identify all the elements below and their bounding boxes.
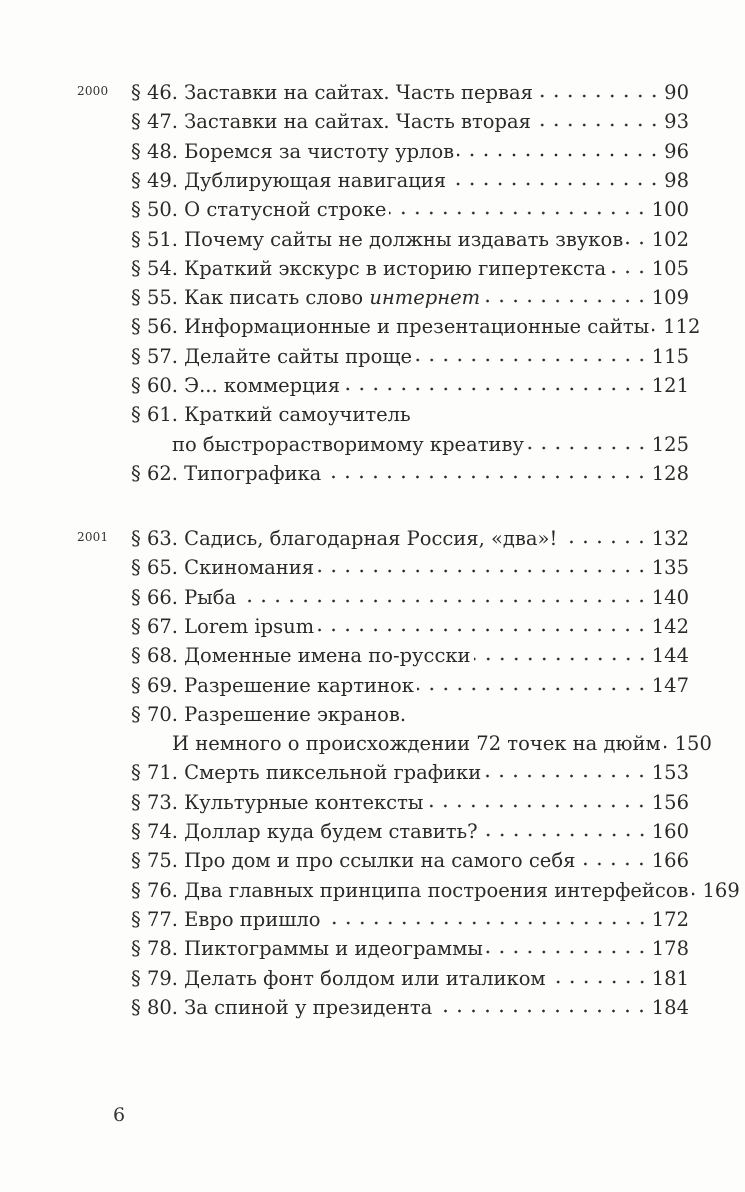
toc-entry-title-text: § 78. Пиктограммы и идеограммы bbox=[131, 937, 483, 961]
toc-entry-title bbox=[131, 312, 649, 341]
toc-entry-title bbox=[131, 846, 575, 875]
dot-leader bbox=[417, 686, 649, 692]
toc-entry-title-text: § 60. Э... коммерция bbox=[131, 374, 340, 397]
toc-entry-title bbox=[131, 371, 340, 400]
toc-entry-page: 169 bbox=[702, 878, 740, 902]
toc-entry-page: 105 bbox=[651, 256, 689, 280]
toc-entry bbox=[131, 254, 689, 283]
toc-entry bbox=[131, 905, 689, 934]
toc-entry-title-text: § 75. Про дом и про ссылки на самого себя bbox=[131, 849, 576, 873]
toc-entry-title-text: § 63. Садись, благодарная Россия, «два»! bbox=[131, 527, 558, 550]
toc-entry-page: 128 bbox=[651, 461, 689, 485]
dot-leader bbox=[343, 386, 649, 392]
toc-entry-page: 121 bbox=[651, 374, 689, 397]
toc-entry bbox=[131, 876, 740, 905]
toc-entry-page: 150 bbox=[674, 732, 712, 756]
toc-entry-title bbox=[131, 817, 478, 846]
dot-leader bbox=[560, 539, 648, 545]
toc-entry-title-text: § 74. Доллар куда будем ставить? bbox=[131, 820, 478, 843]
toc-entry bbox=[131, 107, 689, 136]
toc-entry-page: 142 bbox=[651, 614, 689, 638]
toc-entry-title-text: § 69. Разрешение картинок bbox=[131, 673, 414, 697]
toc-entry bbox=[131, 312, 701, 341]
toc-entry-page: 93 bbox=[664, 110, 689, 134]
toc-entry-title-text: § 56. Информационные и презентационные сайты bbox=[131, 315, 650, 339]
dot-leader bbox=[484, 773, 649, 779]
toc-entry bbox=[131, 166, 689, 195]
toc-entry-title-text: § 67. Lorem ipsum bbox=[131, 614, 315, 638]
toc-entry-title-italic: интернет bbox=[369, 286, 481, 310]
toc-entry-page: 140 bbox=[651, 585, 689, 609]
toc-entry-continuation bbox=[172, 430, 689, 459]
dot-leader bbox=[486, 949, 649, 955]
toc-entry-page: 135 bbox=[651, 556, 689, 580]
toc-entry-page: 160 bbox=[651, 820, 689, 843]
toc-entry-title bbox=[131, 905, 321, 934]
toc-entry-page: 90 bbox=[664, 81, 689, 104]
toc-entry-title-text: § 47. Заставки на сайтах. Часть вторая bbox=[131, 110, 531, 134]
toc-entry-page: 115 bbox=[651, 344, 689, 368]
page-number: 6 bbox=[113, 1104, 126, 1126]
toc-entry-title: § 70. Разрешение экранов. bbox=[131, 702, 407, 726]
toc-entry-title bbox=[131, 758, 481, 787]
toc-entry-title bbox=[131, 583, 236, 612]
toc-entry-page: 172 bbox=[651, 907, 689, 931]
toc-entry bbox=[131, 78, 689, 107]
toc-entry bbox=[131, 788, 689, 817]
dot-leader bbox=[652, 327, 660, 333]
toc-entry-page: 156 bbox=[651, 790, 689, 814]
toc-entry-title-text: § 68. Доменные имена по-русски bbox=[131, 644, 471, 668]
toc-entry bbox=[131, 817, 689, 846]
year-label: 2001 bbox=[77, 530, 109, 544]
toc-entry-title-text: § 51. Почему сайты не должны издавать звуков bbox=[131, 227, 624, 251]
dot-leader bbox=[449, 181, 661, 187]
toc-entry bbox=[131, 225, 689, 254]
toc-entry-title bbox=[131, 612, 314, 641]
toc-entry-title-text: § 46. Заставки на сайтах. Часть первая bbox=[131, 81, 533, 104]
toc-entry-title-text: § 71. Смерть пиксельной графики bbox=[131, 761, 482, 785]
toc-entry bbox=[131, 964, 689, 993]
toc-entry-page: 184 bbox=[651, 995, 689, 1019]
toc-entry bbox=[131, 400, 689, 429]
toc-entry bbox=[131, 758, 689, 787]
toc-entry bbox=[131, 700, 689, 729]
dot-leader bbox=[324, 474, 648, 480]
toc-entry bbox=[131, 846, 689, 875]
dot-leader bbox=[536, 93, 661, 99]
toc-entry bbox=[131, 195, 689, 224]
toc-entry bbox=[131, 137, 689, 166]
dot-leader bbox=[609, 269, 649, 275]
dot-leader bbox=[534, 122, 661, 128]
toc-entry bbox=[131, 641, 689, 670]
toc-entry-title-text: § 77. Евро пришло bbox=[131, 907, 321, 931]
dot-leader bbox=[692, 891, 700, 897]
toc-entry bbox=[131, 612, 689, 641]
toc-entry-page: 109 bbox=[651, 286, 689, 310]
toc-entry-title bbox=[131, 254, 606, 283]
toc-entry-title-text: § 76. Два главных принципа построения интерфейсов bbox=[131, 878, 689, 902]
dot-leader bbox=[317, 627, 649, 633]
dot-leader bbox=[239, 598, 649, 604]
dot-leader bbox=[389, 210, 648, 216]
toc-entry-title-text: § 65. Скиномания bbox=[131, 556, 315, 580]
toc-entry bbox=[131, 993, 689, 1022]
toc-entry-page: 147 bbox=[651, 673, 689, 697]
toc-entry bbox=[131, 342, 689, 371]
toc-entry-title bbox=[131, 671, 414, 700]
toc-entry-title bbox=[131, 342, 412, 371]
toc-entry-title bbox=[131, 964, 546, 993]
dot-leader bbox=[549, 979, 649, 985]
toc-entry-page: 166 bbox=[651, 849, 689, 873]
toc-entry-page: 100 bbox=[651, 198, 689, 222]
toc-entry-title-text: § 79. Делать фонт болдом или италиком bbox=[131, 966, 546, 990]
dot-leader bbox=[527, 445, 649, 451]
toc-entry-page: 102 bbox=[651, 227, 689, 251]
toc-entry-title bbox=[131, 876, 689, 905]
toc-entry-title bbox=[131, 78, 533, 107]
toc-entry-title bbox=[131, 459, 321, 488]
dot-leader bbox=[317, 568, 649, 574]
toc-entry bbox=[131, 671, 689, 700]
toc-entry-title bbox=[131, 524, 557, 553]
toc-entry-page: 153 bbox=[651, 761, 689, 785]
toc-entry-title bbox=[131, 195, 386, 224]
toc-entry-title-text: § 54. Краткий экскурс в историю гипертекста bbox=[131, 256, 607, 280]
toc-entry-continuation bbox=[172, 729, 712, 758]
toc-entry-title bbox=[131, 553, 314, 582]
toc-entry-title bbox=[131, 934, 483, 963]
toc-entry bbox=[131, 583, 689, 612]
year-label: 2000 bbox=[77, 84, 109, 98]
toc-entry-page: 98 bbox=[664, 168, 689, 192]
toc-entry-title-text: § 48. Боремся за чистоту урлов bbox=[131, 139, 455, 163]
toc-entry-title-text: § 55. Как писать слово bbox=[131, 286, 370, 310]
dot-leader bbox=[481, 832, 649, 838]
toc-entry-title-text: § 49. Дублирующая навигация bbox=[131, 168, 447, 192]
toc-entry-title-continuation: И немного о происхождении 72 точек на дюйм bbox=[172, 732, 661, 756]
toc-entry-title-text: § 73. Культурные контексты bbox=[131, 790, 424, 814]
dot-leader bbox=[415, 357, 649, 363]
toc-entry-title-text: § 80. За спиной у президента bbox=[131, 995, 433, 1019]
toc-entry-page: 112 bbox=[663, 315, 701, 339]
dot-leader bbox=[435, 1008, 649, 1014]
toc-entry bbox=[131, 524, 689, 553]
toc-entry-title bbox=[131, 788, 423, 817]
toc-entry-title bbox=[131, 993, 432, 1022]
toc-entry-page: 181 bbox=[651, 966, 689, 990]
toc-entry bbox=[131, 934, 689, 963]
dot-leader bbox=[578, 861, 648, 867]
toc-entry bbox=[131, 459, 689, 488]
toc-entry-title bbox=[131, 107, 531, 136]
dot-leader bbox=[474, 656, 649, 662]
dot-leader bbox=[626, 240, 649, 246]
toc-entry bbox=[131, 553, 689, 582]
dot-leader bbox=[483, 298, 649, 304]
toc-entry-title-text: § 62. Типографика bbox=[131, 461, 322, 485]
toc-entry-title bbox=[131, 641, 471, 670]
dot-leader bbox=[426, 803, 648, 809]
toc-entry-title: § 61. Краткий самоучитель bbox=[131, 403, 411, 427]
toc-entry-title-text: § 57. Делайте сайты проще bbox=[131, 344, 413, 368]
toc-entry-title bbox=[131, 137, 454, 166]
toc-entry-page: 178 bbox=[651, 937, 689, 961]
dot-leader bbox=[664, 744, 672, 750]
toc-entry-title-continuation: по быстрорастворимому креативу bbox=[172, 432, 524, 456]
toc-entry-page: 132 bbox=[651, 527, 689, 550]
dot-leader bbox=[457, 152, 661, 158]
toc-entry-title-text: § 50. О статусной строке bbox=[131, 198, 387, 222]
toc-entry bbox=[131, 283, 689, 312]
toc-entry-title-text: § 66. Рыба bbox=[131, 585, 237, 609]
toc-entry-title bbox=[131, 225, 623, 254]
dot-leader bbox=[324, 920, 649, 926]
toc-entry bbox=[131, 371, 689, 400]
toc-entry-title bbox=[131, 166, 446, 195]
toc-entry-page: 144 bbox=[651, 644, 689, 668]
toc-entry-page: 96 bbox=[664, 139, 689, 163]
toc-entry-page: 125 bbox=[651, 432, 689, 456]
toc-entry-title bbox=[131, 283, 480, 312]
